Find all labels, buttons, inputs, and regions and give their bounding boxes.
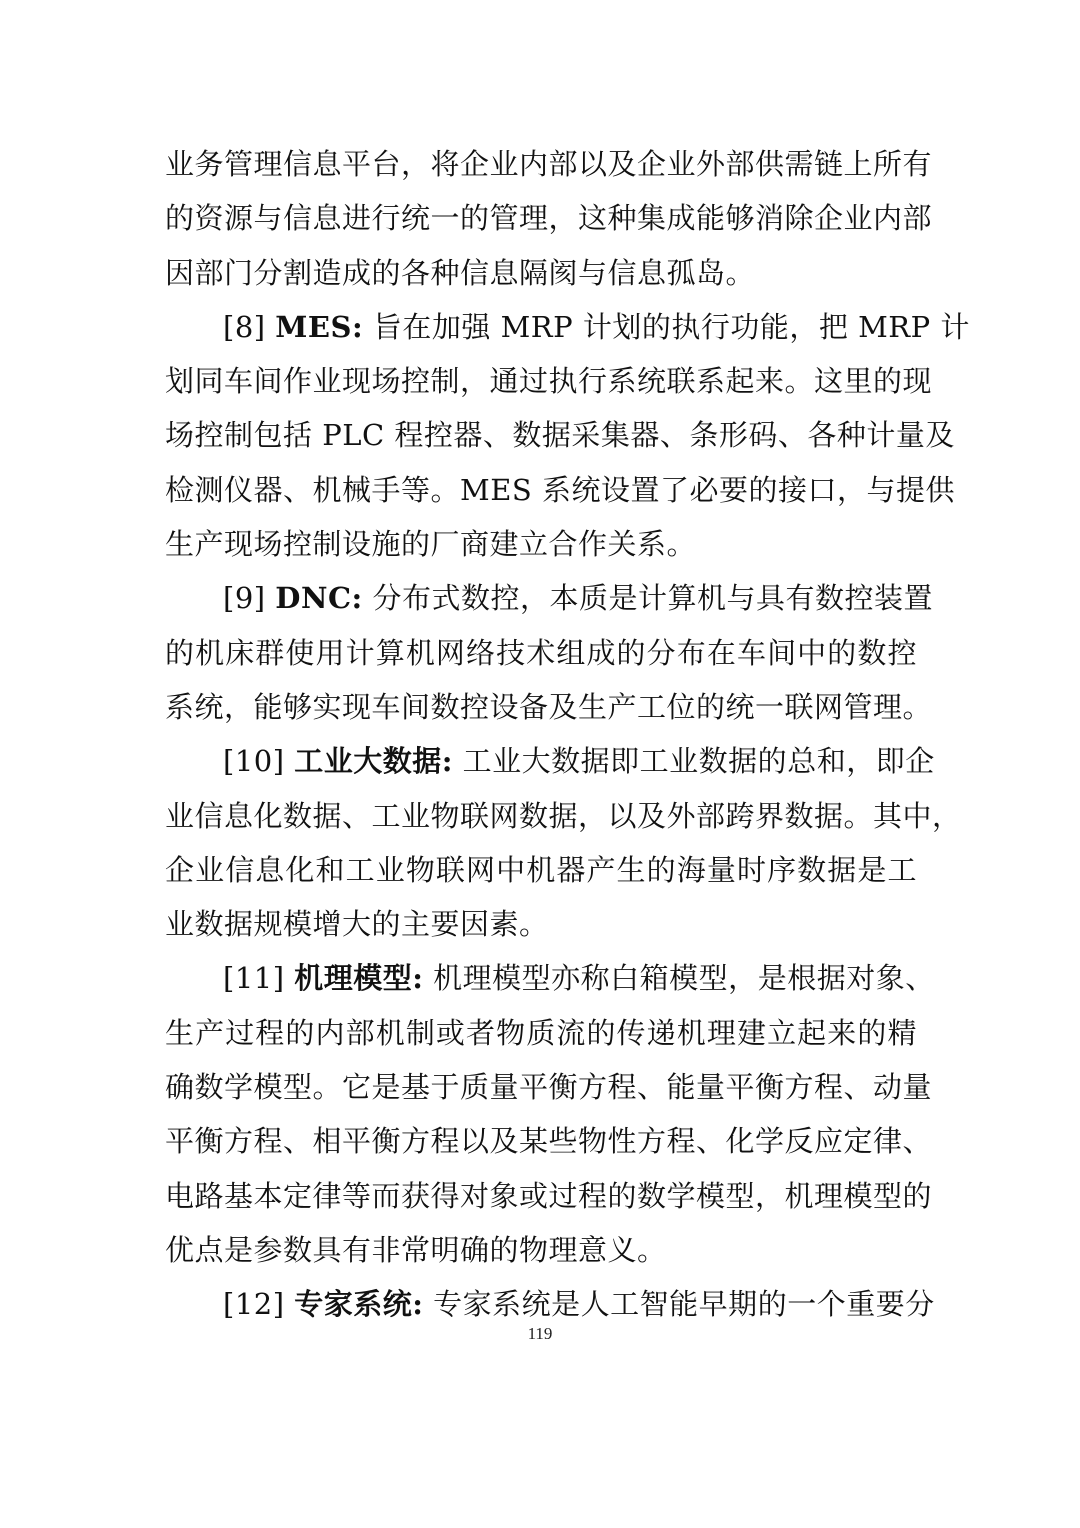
entry-number: [8] bbox=[223, 309, 276, 344]
page-number: 119 bbox=[527, 1324, 553, 1343]
line-text: 系统，能够实现车间数控设备及生产工位的统一联网管理。 bbox=[165, 689, 933, 724]
entry-number: [11] bbox=[223, 961, 295, 996]
line-text: 机理模型亦称白箱模型，是根据对象、 bbox=[423, 961, 935, 996]
line-text: 业数据规模增大的主要因素。 bbox=[165, 907, 549, 942]
line-text: 检测仪器、机械手等。MES 系统设置了必要的接口，与提供 bbox=[165, 472, 955, 507]
glossary-entry-10-line bbox=[165, 734, 935, 788]
glossary-entry-9-line bbox=[165, 571, 933, 625]
entry-number: [9] bbox=[223, 581, 276, 616]
line-text: 工业大数据即工业数据的总和，即企 bbox=[452, 744, 935, 779]
text-line bbox=[165, 843, 917, 897]
term-expert-system: 专家系统: bbox=[294, 1287, 424, 1322]
line-text: 专家系统是人工智能早期的一个重要分 bbox=[423, 1287, 935, 1322]
body-text bbox=[165, 137, 970, 1332]
line-text: 划同车间作业现场控制，通过执行系统联系起来。这里的现 bbox=[165, 364, 933, 399]
line-text: 因部门分割造成的各种信息隔阂与信息孤岛。 bbox=[165, 255, 756, 290]
text-line bbox=[165, 789, 962, 843]
text-line bbox=[165, 1169, 933, 1223]
entry-number: [12] bbox=[223, 1287, 295, 1322]
line-text: 生产过程的内部机制或者物质流的传递机理建立起来的精 bbox=[165, 1015, 917, 1050]
line-text: 旨在加强 MRP 计划的执行功能，把 MRP 计 bbox=[363, 309, 970, 344]
text-line bbox=[165, 626, 917, 680]
line-text: 电路基本定律等而获得对象或过程的数学模型，机理模型的 bbox=[165, 1178, 933, 1213]
entry-number: [10] bbox=[223, 744, 295, 779]
text-line bbox=[165, 1006, 917, 1060]
term-mes: MES: bbox=[275, 309, 364, 344]
term-industrial-big-data: 工业大数据: bbox=[294, 744, 453, 779]
text-line bbox=[165, 517, 917, 571]
line-text: 分布式数控，本质是计算机与具有数控装置 bbox=[362, 581, 933, 616]
glossary-entry-8-line bbox=[165, 300, 970, 354]
text-line bbox=[165, 408, 955, 462]
line-text: 平衡方程、相平衡方程以及某些物性方程、化学反应定律、 bbox=[165, 1124, 933, 1159]
text-line bbox=[165, 1223, 917, 1277]
text-line bbox=[165, 897, 917, 951]
line-text: 优点是参数具有非常明确的物理意义。 bbox=[165, 1232, 667, 1267]
line-text: 业务管理信息平台，将企业内部以及企业外部供需链上所有 bbox=[165, 147, 933, 181]
line-text: 确数学模型。它是基于质量平衡方程、能量平衡方程、动量 bbox=[165, 1070, 933, 1105]
term-mechanism-model: 机理模型: bbox=[294, 961, 424, 996]
line-text: 生产现场控制设施的厂商建立合作关系。 bbox=[165, 527, 697, 562]
line-text: 业信息化数据、工业物联网数据，以及外部跨界数据。其中， bbox=[165, 798, 962, 833]
text-line bbox=[165, 1114, 933, 1168]
text-line bbox=[165, 137, 933, 191]
text-line bbox=[165, 246, 917, 300]
text-line bbox=[165, 191, 933, 245]
text-line bbox=[165, 680, 933, 734]
line-text: 的机床群使用计算机网络技术组成的分布在车间中的数控 bbox=[165, 635, 917, 670]
line-text: 的资源与信息进行统一的管理，这种集成能够消除企业内部 bbox=[165, 201, 933, 236]
line-text: 场控制包括 PLC 程控器、数据采集器、条形码、各种计量及 bbox=[165, 418, 955, 453]
line-text: 企业信息化和工业物联网中机器产生的海量时序数据是工 bbox=[165, 852, 917, 887]
text-line bbox=[165, 463, 955, 517]
glossary-entry-11-line bbox=[165, 951, 935, 1005]
text-line bbox=[165, 1060, 933, 1114]
text-line bbox=[165, 354, 933, 408]
term-dnc: DNC: bbox=[275, 581, 363, 616]
